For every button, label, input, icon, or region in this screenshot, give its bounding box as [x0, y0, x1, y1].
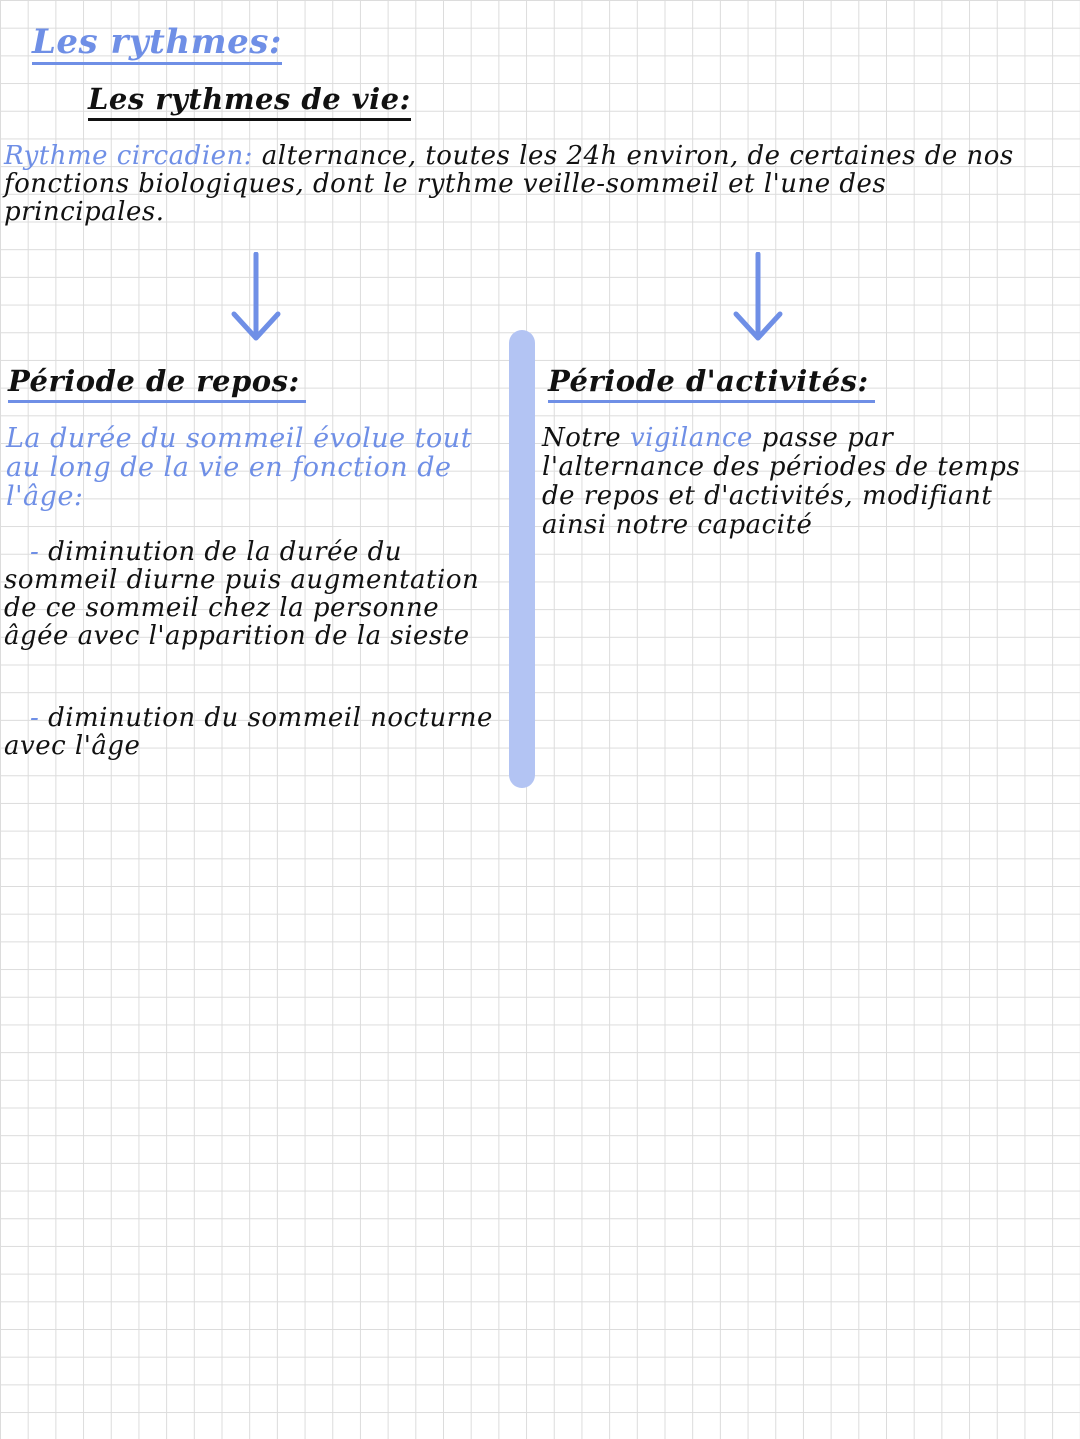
list-item — [4, 538, 509, 650]
intro-term: Rythme circadien — [4, 141, 244, 171]
page-title: Les rythmes: — [32, 22, 282, 65]
rest-period-heading: Période de repos: — [8, 362, 306, 403]
vigilance-highlight: vigilance — [629, 423, 753, 453]
arrow-down-icon — [226, 252, 286, 342]
bullet-dash: - — [30, 537, 40, 567]
arrow-down-icon — [728, 252, 788, 342]
activity-text-end: passe par l'alternance des périodes de temps de repos et d'activités, modifiant ainsi notre capacité — [542, 423, 1021, 540]
intro-colon: : — [243, 141, 254, 171]
section-subtitle: Les rythmes de vie: — [88, 82, 411, 121]
activity-text-start: Notre — [542, 423, 630, 453]
bullet-text: diminution du sommeil nocturne avec l'âge — [4, 703, 493, 761]
activity-paragraph — [542, 424, 1052, 540]
intro-paragraph — [4, 142, 1044, 226]
intro-text: alternance, toutes les 24h environ, de certaines de nos fonctions biologiques, dont le rythme veille-sommeil et l'une des principales. — [4, 141, 1014, 227]
bullet-dash: - — [30, 703, 40, 733]
activity-period-heading: Période d'activités: — [548, 362, 875, 403]
list-item — [4, 704, 509, 760]
column-divider — [509, 330, 535, 788]
sleep-duration-intro: La durée du sommeil évolue tout au long de la vie en fonction de l'âge: — [6, 423, 473, 512]
bullet-text: diminution de la durée du sommeil diurne puis augmentation de ce sommeil chez la personne âgée avec l'apparition de la sieste — [4, 537, 480, 651]
